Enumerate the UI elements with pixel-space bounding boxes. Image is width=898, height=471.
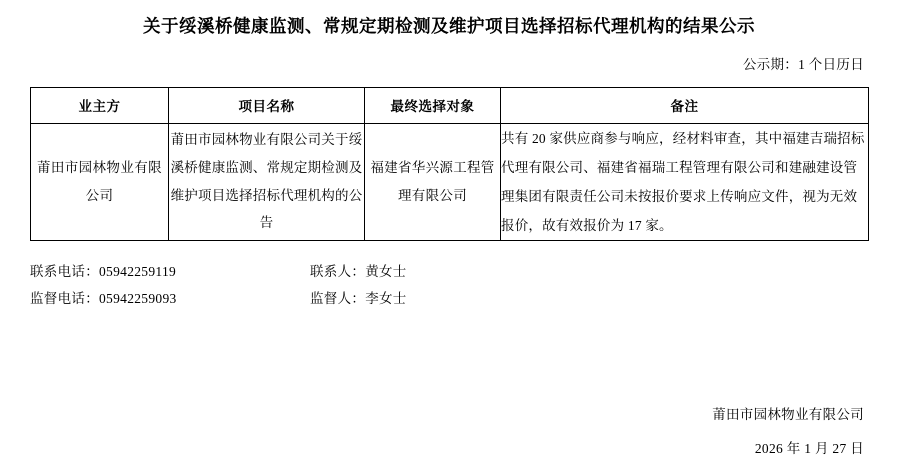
column-header-remark: 备注 (501, 87, 869, 123)
supervision-person-value: 李女士 (365, 290, 407, 306)
contact-person-value: 黄女士 (365, 263, 407, 279)
contact-row-supervision (30, 287, 868, 307)
table-header-row (31, 87, 869, 123)
footer-date: 2026 年 1 月 27 日 (754, 441, 864, 456)
contact-row-phone (30, 260, 868, 280)
cell-owner: 莆田市园林物业有限公司 (31, 123, 169, 240)
page-title: 关于绥溪桥健康监测、常规定期检测及维护项目选择招标代理机构的结果公示 (143, 16, 755, 36)
cell-project: 莆田市园林物业有限公司关于绥溪桥健康监测、常规定期检测及维护项目选择招标代理机构的公告 (169, 123, 365, 240)
document-footer (712, 403, 864, 471)
contact-phone (30, 260, 310, 280)
result-table (30, 87, 869, 241)
table-row (31, 123, 869, 240)
contact-phone-label: 联系电话： (30, 263, 99, 279)
supervision-person (310, 287, 868, 307)
footer-issuer: 莆田市园林物业有限公司 (712, 407, 864, 422)
result-table-container (0, 73, 898, 241)
supervision-person-label: 监督人： (310, 290, 366, 306)
contact-person-label: 联系人： (310, 263, 366, 279)
column-header-selected: 最终选择对象 (365, 87, 501, 123)
notice-period: 公示期：1 个日历日 (742, 56, 864, 72)
column-header-owner: 业主方 (31, 87, 169, 123)
contact-person (310, 260, 868, 280)
cell-selected: 福建省华兴源工程管理有限公司 (365, 123, 501, 240)
supervision-phone (30, 287, 310, 307)
contact-section (0, 241, 898, 307)
cell-remark: 共有 20 家供应商参与响应，经材料审查，其中福建吉瑞招标代理有限公司、福建省福瑞工程管理有限公司和建融建设管理集团有限责任公司未按报价要求上传响应文件，视为无效报价，故有效报价为 17 家。 (501, 123, 869, 240)
supervision-phone-label: 监督电话： (30, 290, 99, 306)
supervision-phone-value: 05942259093 (99, 290, 177, 306)
column-header-project: 项目名称 (169, 87, 365, 123)
contact-phone-value: 05942259119 (99, 263, 177, 279)
